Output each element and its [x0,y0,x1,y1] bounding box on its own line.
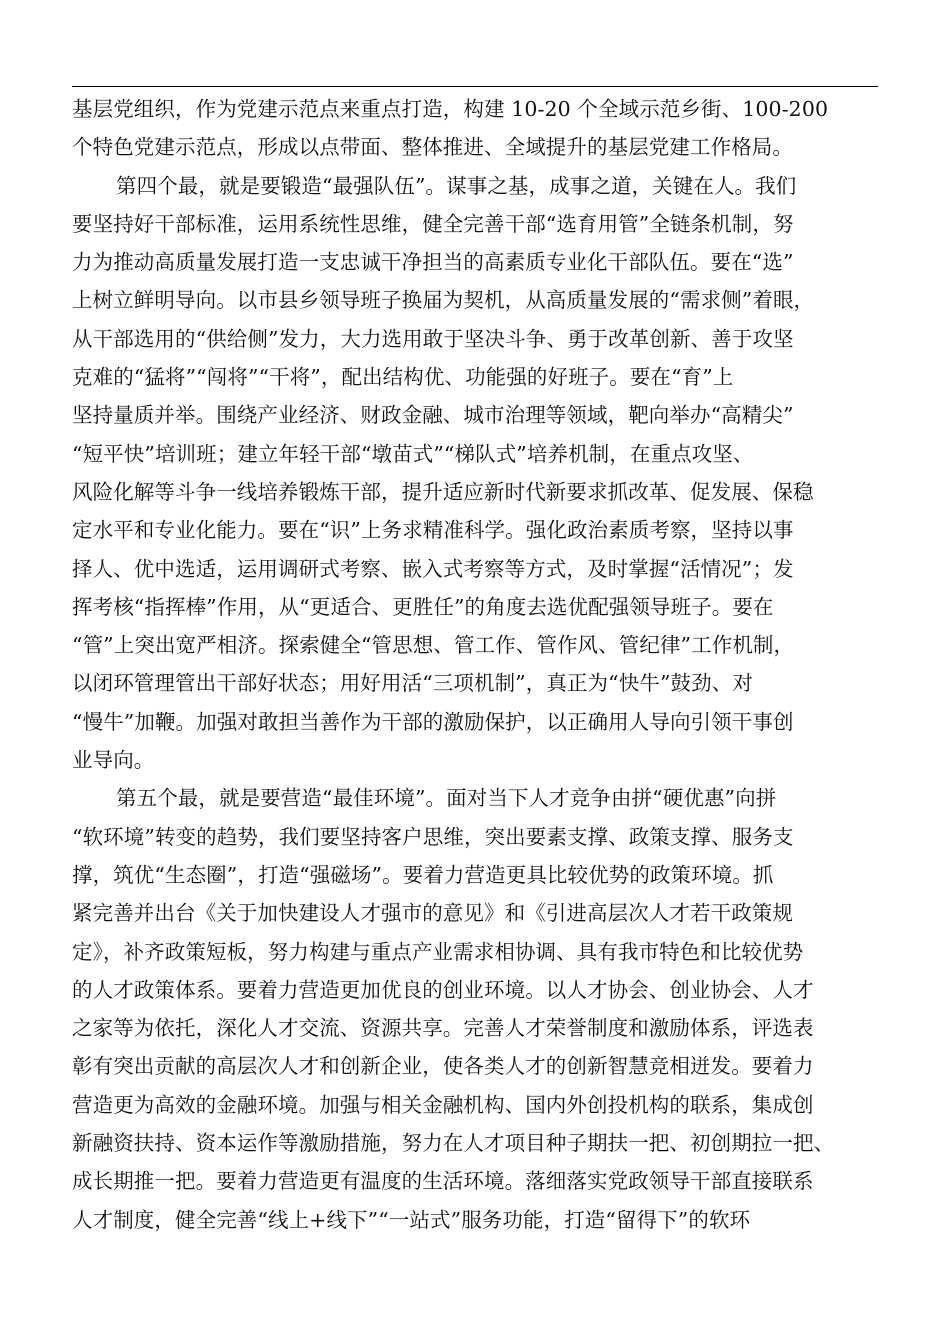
text-line: 撑，筑优“生态圈”，打造“强磁场”。要着力营造更具比较优势的政策环境。抓 [72,862,774,887]
text-line: 定水平和专业化能力。要在“识”上务求精准科学。强化政治素质考察，坚持以事 [72,518,794,543]
text-line: 克难的“猛将”“闯将”“干将”，配出结构优、功能强的好班子。要在“育”上 [72,365,734,390]
text-line: “软环境”转变的趋势，我们要坚持客户思维，突出要素支撑、政策支撑、服务支 [72,824,794,849]
body-text [72,90,882,1239]
header-rule [72,86,878,87]
text-line: 择人、优中选适，运用调研式考察、嵌入式考察等方式，及时掌握“活情况”；发 [72,556,794,581]
text-line: 紧完善并出台《关于加快建设人才强市的意见》和《引进高层次人才若干政策规 [72,901,793,926]
text-line: 定》，补齐政策短板，努力构建与重点产业需求相协调、具有我市特色和比较优势 [72,939,804,964]
text-line: 从干部选用的“供给侧”发力，大力选用敢于坚决斗争、勇于改革创新、善于攻坚 [72,326,794,351]
text-line: 之家等为依托，深化人才交流、资源共享。完善人才荣誉制度和激励体系，评选表 [72,1016,814,1041]
text-line: 个特色党建示范点，形成以点带面、整体推进、全域提升的基层党建工作格局。 [72,135,793,160]
text-line: 要坚持好干部标准，运用系统性思维，健全完善干部“选育用管”全链条机制，努 [72,211,794,236]
text-line: 力为推动高质量发展打造一支忠诚干净担当的高素质专业化干部队伍。要在“选” [72,250,794,275]
text-line: 成长期推一把。要着力营造更有温度的生活环境。落细落实党政领导干部直接联系 [72,1169,814,1194]
text-line: 挥考核“指挥棒”作用，从“更适合、更胜任”的角度去选优配强领导班子。要在 [72,594,774,619]
paragraph-start-line: 第五个最，就是要营造“最佳环境”。面对当下人才竞争由拼“硬优惠”向拼 [116,786,777,811]
text-line: 人才制度，健全完善“线上+线下”“一站式”服务功能，打造“留得下”的软环 [72,1207,751,1232]
text-line: 的人才政策体系。要着力营造更加优良的创业环境。以人才协会、创业协会、人才 [72,977,814,1002]
text-line: “管”上突出宽严相济。探索健全“管思想、管工作、管作风、管纪律”工作机制， [72,633,795,658]
text-line: “短平快”培训班；建立年轻干部“墩苗式”“梯队式”培养机制，在重点攻坚、 [72,441,754,466]
text-line: 坚持量质并举。围绕产业经济、财政金融、城市治理等领域，靶向举办“高精尖” [72,403,794,428]
text-line: 营造更为高效的金融环境。加强与相关金融机构、国内外创投机构的联系，集成创 [72,1092,814,1117]
text-line: 基层党组织，作为党建示范点来重点打造，构建 10-20 个全域示范乡街、100-200 [72,97,829,121]
text-line: 业导向。 [72,748,155,773]
text-line: 风险化解等斗争一线培养锻炼干部，提升适应新时代新要求抓改革、促发展、保稳 [72,479,814,504]
text-line: 彰有突出贡献的高层次人才和创新企业，使各类人才的创新智慧竞相迸发。要着力 [72,1054,814,1079]
text-line: 新融资扶持、资本运作等激励措施，努力在人才项目种子期扶一把、初创期拉一把、 [72,1131,835,1156]
text-line: “慢牛”加鞭。加强对敢担当善作为干部的激励保护，以正确用人导向引领干事创 [72,709,794,734]
paragraph-start-line: 第四个最，就是要锻造“最强队伍”。谋事之基，成事之道，关键在人。我们 [116,173,797,198]
text-line: 上树立鲜明导向。以市县乡领导班子换届为契机，从高质量发展的“需求侧”着眼， [72,288,815,313]
text-line: 以闭环管理管出干部好状态；用好用活“三项机制”，真正为“快牛”鼓劲、对 [72,671,753,696]
